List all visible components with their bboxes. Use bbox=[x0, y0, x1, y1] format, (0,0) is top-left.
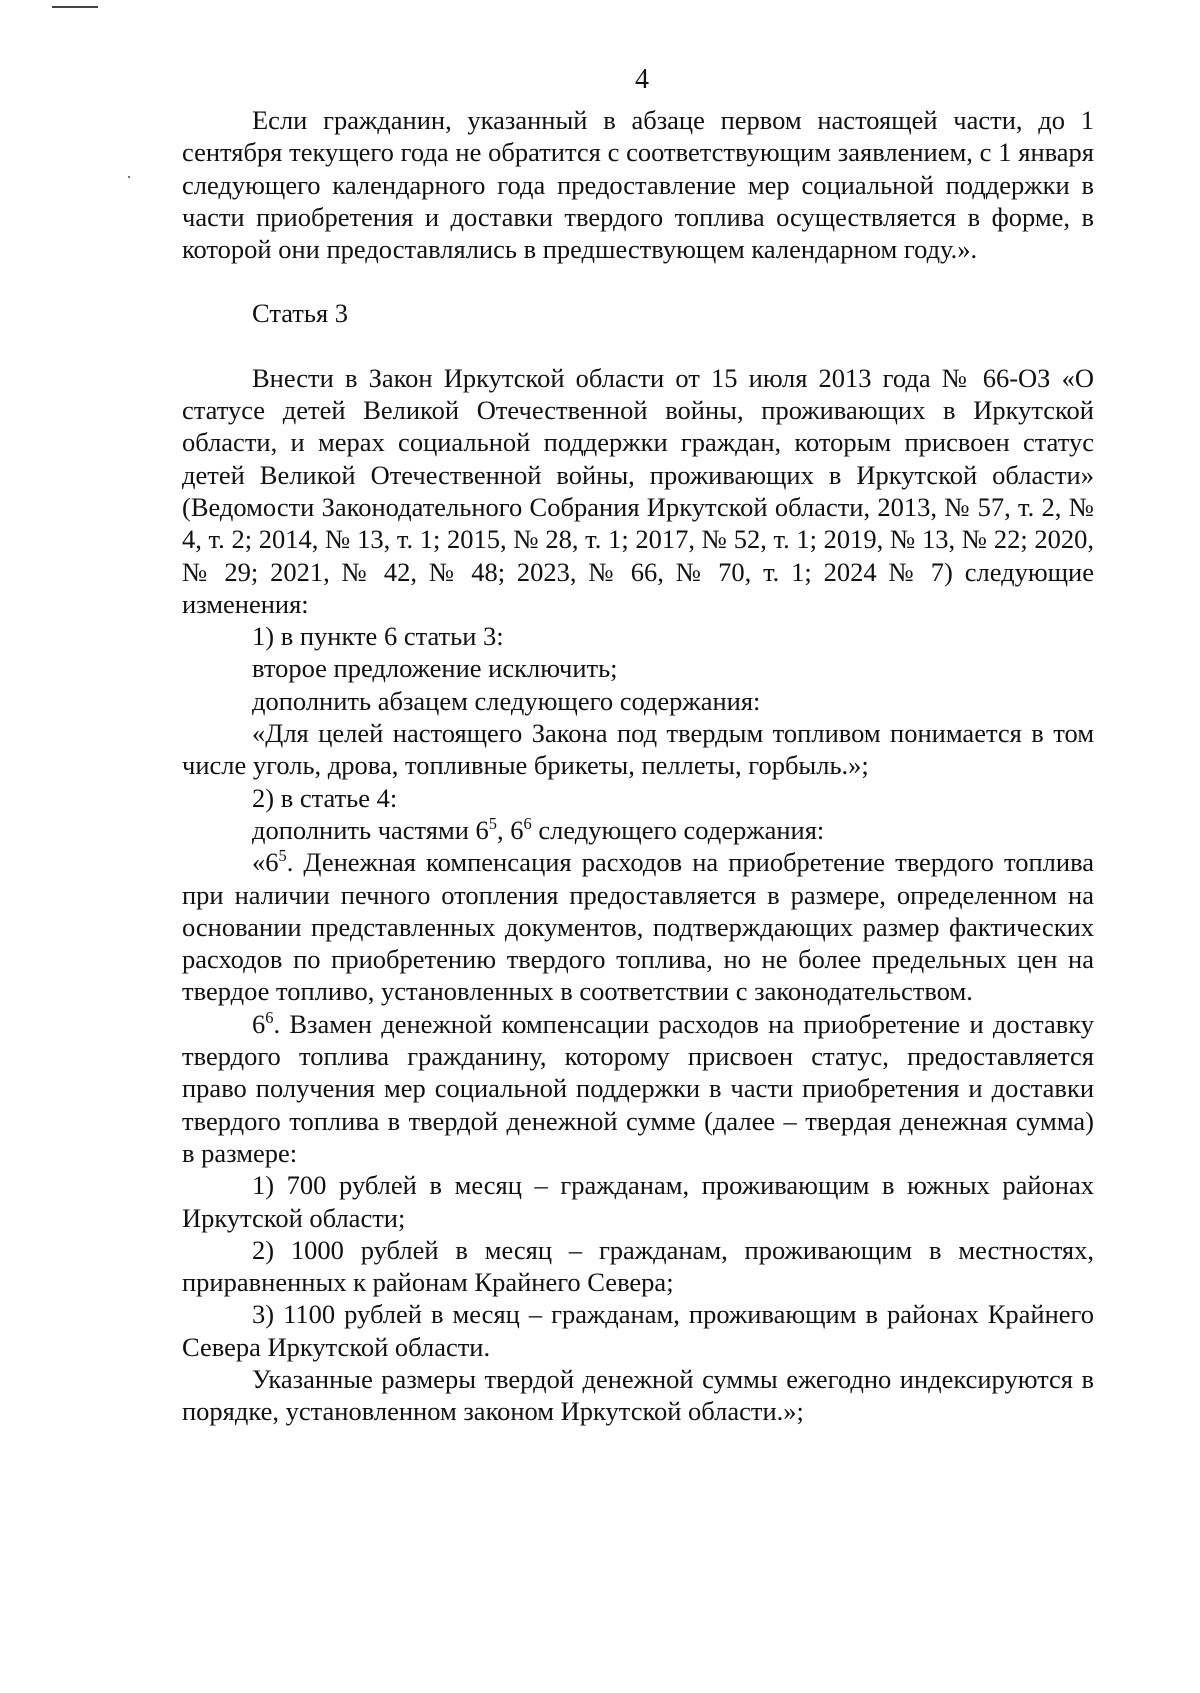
part-6-6-number: 6 bbox=[252, 1008, 266, 1039]
item1-quote: «Для целей настоящего Закона под твердым топливом понимается в том числе уголь, дрова, топливные брикеты, пеллеты, горбыль.»; bbox=[182, 718, 1094, 781]
item2-title: 2) в статье 4: bbox=[252, 782, 398, 813]
item1-line-add: дополнить абзацем следующего содержания: bbox=[252, 685, 761, 716]
page-number: 4 bbox=[635, 64, 649, 95]
amount-item-south: 1) 700 рублей в месяц – гражданам, проживающим в южных районах Иркутской области; bbox=[182, 1170, 1094, 1233]
superscript: 5 bbox=[488, 814, 498, 834]
article-heading: Статья 3 bbox=[252, 298, 349, 329]
spacer bbox=[182, 330, 1094, 362]
scan-artifact-line bbox=[52, 6, 98, 8]
item2-add-parts bbox=[182, 814, 1094, 846]
article-intro-paragraph: Внести в Закон Иркутской области от 15 июля 2013 года № 66-ОЗ «О статусе детей Великой Отечественной войны, проживающих в Иркутской области, и мерах социальной поддержки граждан, которым присвоен статус детей Великой Отечественной войны, проживающих в Иркутской области» (Ведомости Законодательного Собрания Иркутской области, 2013, № 57, т. 2, № 4, т. 2; 2014, № 13, т. 1; 2015, № 28, т. 1; 2017, № 52, т. 1; 2019, № 13, № 22; 2020, № 29; 2021, № 42, № 48; 2023, № 66, № 70, т. 1; 2024 № 7) следующие изменения: bbox=[182, 362, 1094, 619]
indexation-paragraph: Указанные размеры твердой денежной суммы ежегодно индексируются в порядке, установленном законом Иркутской области.»; bbox=[182, 1363, 1094, 1427]
part-6-5-text: . Денежная компенсация расходов на приобретение твердого топлива при наличии печного отопления предоставляется в размере, определенном на основании представленных документов, подтверждающих размер фактических расходов по приобретению твердого топлива, но не более предельных цен на твердое топливо, установленных в соответствии с законодательством. bbox=[182, 847, 1094, 1007]
intro-paragraph: Если гражданин, указанный в абзаце первом настоящей части, до 1 сентября текущего года не обратится с соответствующим заявлением, с 1 января следующего календарного года предоставление мер социальной поддержки в части приобретения и доставки твердого топлива осуществляется в форме, в которой они предоставлялись в предшествующем календарном году.». bbox=[182, 105, 1094, 265]
part-6-6-text: . Взамен денежной компенсации расходов на приобретение и доставку твердого топлива гражданину, которому присвоен статус, предоставляется право получения мер социальной поддержки в части приобретения и доставки твердого топлива в твердой денежной сумме (далее – твердая денежная сумма) в размере: bbox=[182, 1008, 1094, 1168]
part-6-6-paragraph bbox=[182, 1008, 1094, 1169]
item2-add-suffix: следующего содержания: bbox=[531, 814, 825, 845]
item2-add-prefix: дополнить частями 6 bbox=[252, 814, 489, 845]
part-6-5-paragraph bbox=[182, 846, 1094, 1007]
superscript: 5 bbox=[278, 846, 287, 866]
superscript: 6 bbox=[523, 814, 532, 834]
scan-artifact-dot bbox=[128, 176, 130, 178]
item1-title: 1) в пункте 6 статьи 3: bbox=[252, 621, 504, 652]
item1-line-exclude: второе предложение исключить; bbox=[252, 653, 618, 684]
spacer bbox=[182, 265, 1094, 297]
part-6-5-number: «6 bbox=[252, 847, 279, 878]
item2-add-middle: , 6 bbox=[497, 814, 524, 845]
amount-item-far-north: 3) 1100 рублей в месяц – гражданам, проживающим в районах Крайнего Севера Иркутской области. bbox=[182, 1299, 1094, 1362]
document-page bbox=[182, 60, 1094, 1428]
superscript: 6 bbox=[265, 1007, 274, 1027]
amount-item-equated-north: 2) 1000 рублей в месяц – гражданам, проживающим в местностях, приравненных к районам Крайнего Севера; bbox=[182, 1234, 1094, 1298]
